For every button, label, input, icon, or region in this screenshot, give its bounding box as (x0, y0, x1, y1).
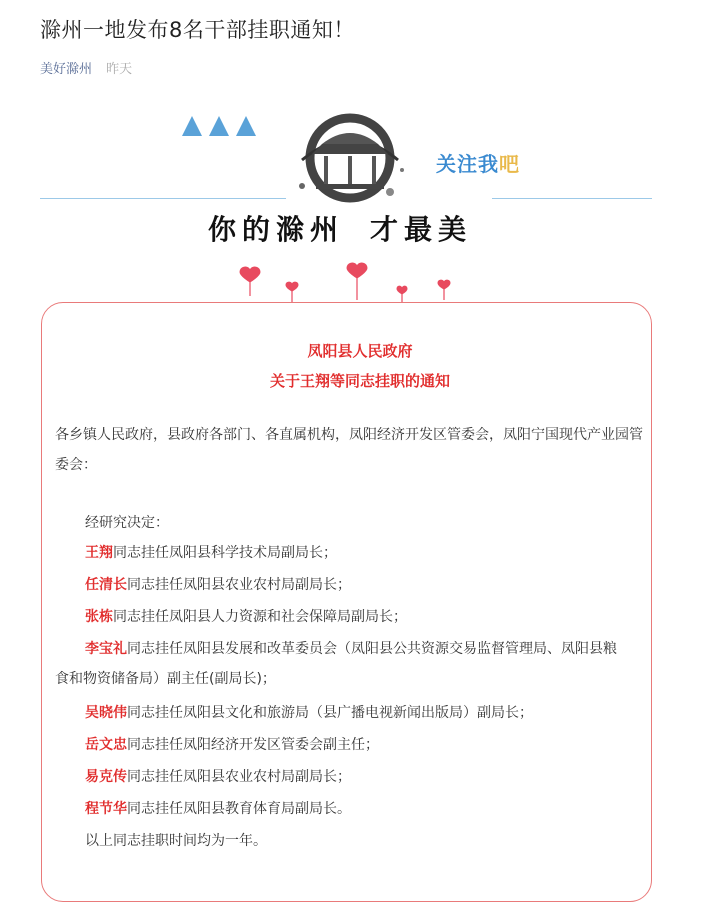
appointment-item: 程节华同志挂任凤阳县教育体育局副局长。 (85, 801, 351, 817)
pavilion-ink-logo (272, 110, 422, 210)
notice-heading: 关于王翔等同志挂职的通知 (269, 372, 450, 390)
appointee-name: 王翔 (85, 545, 113, 561)
follow-prefix: 关注我 (436, 152, 499, 176)
appointment-item: 任清长同志挂任凤阳县农业农村局副局长； (85, 577, 351, 593)
appointee-name: 任清长 (85, 577, 127, 593)
publish-time: 昨天 (106, 62, 133, 77)
account-link[interactable]: 美好滁州 (40, 62, 93, 77)
appointee-name: 吴晓伟 (85, 705, 127, 721)
appointee-name: 程节华 (85, 801, 127, 817)
appointment-item: 李宝礼同志挂任凤阳县发展和改革委员会（凤阳县公共资源交易监督管理局、凤阳县粮 食和物资储备局）副主任(副局长)； (55, 641, 617, 687)
notice-closing: 以上同志挂职时间均为一年。 (85, 833, 267, 849)
hearts-decoration (230, 262, 460, 304)
appointment-item: 张栋同志挂任凤阳县人力资源和社会保障局副局长； (85, 609, 407, 625)
heart-icon (438, 280, 450, 289)
heart-icon (240, 267, 260, 282)
article-title: 滁州一地发布8名干部挂职通知！ (40, 18, 355, 42)
notice-org: 凤阳县人民政府 (307, 342, 413, 360)
appointee-name: 李宝礼 (85, 641, 127, 657)
appointee-name: 张栋 (85, 609, 113, 625)
notice-intro: 经研究决定： (85, 515, 169, 531)
appointment-item: 易克传同志挂任凤阳县农业农村局副局长； (85, 769, 351, 785)
triangle-icon (236, 116, 256, 136)
heart-icon (347, 263, 367, 278)
appointee-name: 易克传 (85, 769, 127, 785)
slogan-left: 你的滁州 (208, 213, 345, 246)
triangle-icon (182, 116, 202, 136)
heart-icon (286, 282, 298, 291)
appointment-item: 王翔同志挂任凤阳县科学技术局副局长； (85, 545, 337, 561)
appointment-item: 吴晓伟同志挂任凤阳县文化和旅游局（县广播电视新闻出版局）副局长； (85, 705, 533, 721)
appointment-item: 岳文忠同志挂任凤阳经济开发区管委会副主任； (85, 737, 379, 753)
triangle-icon (209, 116, 229, 136)
triangle-decoration (182, 116, 258, 140)
article-meta (40, 58, 132, 77)
divider-left (40, 198, 286, 199)
follow-banner (436, 148, 520, 177)
heart-icon (397, 286, 407, 294)
follow-suffix: 吧 (499, 152, 520, 176)
appointee-name: 岳文忠 (85, 737, 127, 753)
slogan-right: 才最美 (370, 213, 473, 246)
notice-recipients: 各乡镇人民政府，县政府各部门、各直属机构，凤阳经济开发区管委会，凤阳宁国现代产业园管委会： (55, 427, 643, 473)
divider-right (492, 198, 652, 199)
